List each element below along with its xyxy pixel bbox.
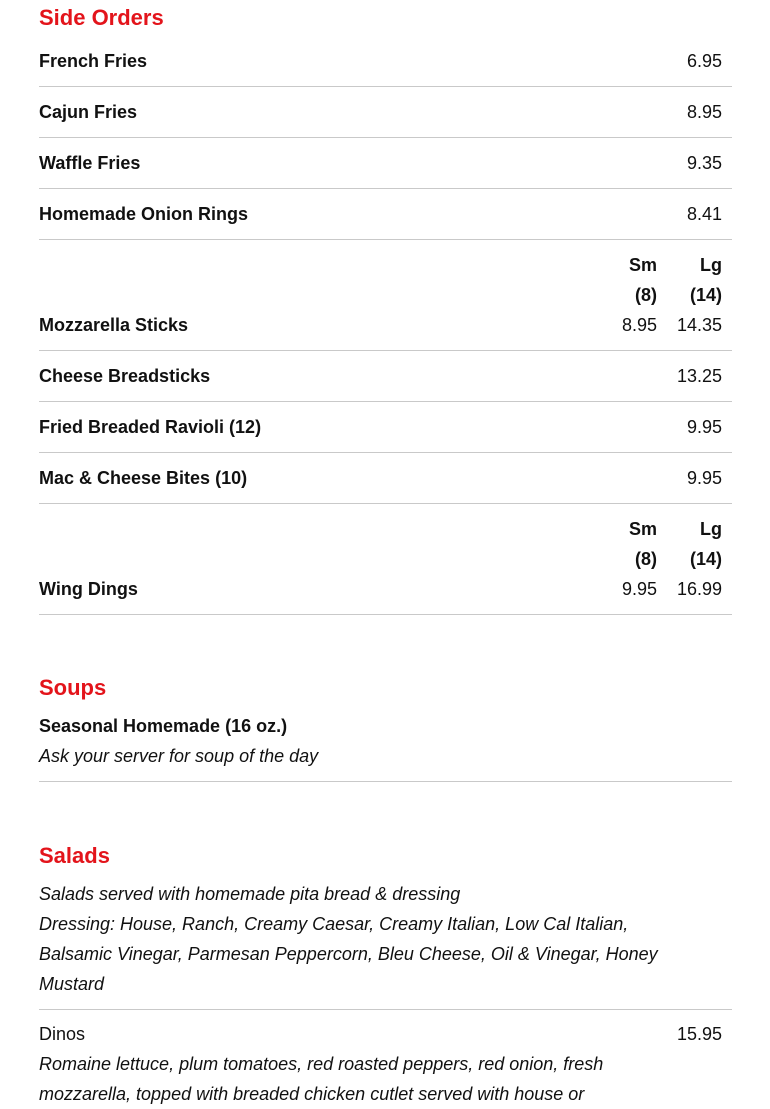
size-price: 8.95 xyxy=(621,315,657,335)
item-name: Seasonal Homemade (16 oz.) xyxy=(39,716,288,736)
menu-item-sized xyxy=(39,240,732,351)
size-large xyxy=(657,250,722,340)
size-price: 16.99 xyxy=(676,579,722,599)
item-description: Romaine lettuce, plum tomatoes, red roasted peppers, red onion, fresh xyxy=(39,1054,604,1074)
intro-line: Dressing: House, Ranch, Creamy Caesar, Creamy Italian, Low Cal Italian, xyxy=(39,914,629,934)
menu-item xyxy=(39,189,732,240)
size-count: (8) xyxy=(635,285,657,305)
menu-item xyxy=(39,87,732,138)
item-price: 13.25 xyxy=(676,366,722,386)
item-name: Cheese Breadsticks xyxy=(39,366,211,386)
menu-item xyxy=(39,402,732,453)
section-title-soups: Soups xyxy=(39,675,107,700)
size-price: 9.95 xyxy=(621,579,657,599)
size-small xyxy=(597,250,657,340)
item-name: French Fries xyxy=(39,51,148,71)
item-name: Waffle Fries xyxy=(39,153,141,173)
intro-line: Mustard xyxy=(39,974,105,994)
item-price: 8.41 xyxy=(686,204,722,224)
menu-item xyxy=(39,1010,732,1109)
item-price: 9.95 xyxy=(686,468,722,488)
menu-item xyxy=(39,703,732,782)
item-price: 15.95 xyxy=(676,1024,722,1044)
section-intro xyxy=(39,871,732,1010)
size-label: Lg xyxy=(700,255,722,275)
size-small xyxy=(597,514,657,604)
menu-item xyxy=(39,351,732,402)
size-label: Sm xyxy=(628,255,657,275)
size-prices xyxy=(597,250,722,340)
item-header xyxy=(39,1019,732,1049)
menu-item xyxy=(39,138,732,189)
item-price: 9.95 xyxy=(686,417,722,437)
size-prices xyxy=(597,514,722,604)
menu-item xyxy=(39,453,732,504)
item-price: 6.95 xyxy=(686,51,722,71)
item-name: Wing Dings xyxy=(39,579,138,599)
menu-item-sized xyxy=(39,504,732,615)
menu-item xyxy=(39,33,732,87)
intro-line: Balsamic Vinegar, Parmesan Peppercorn, Bleu Cheese, Oil & Vinegar, Honey xyxy=(39,944,658,964)
item-price: 9.35 xyxy=(686,153,722,173)
item-price: 8.95 xyxy=(686,102,722,122)
size-large xyxy=(657,514,722,604)
size-count: (14) xyxy=(689,549,722,569)
section-title-salads: Salads xyxy=(39,843,110,868)
section-title-side-orders: Side Orders xyxy=(39,5,164,30)
size-label: Lg xyxy=(700,519,722,539)
item-name: Mozzarella Sticks xyxy=(39,315,189,335)
size-count: (14) xyxy=(689,285,722,305)
item-name: Cajun Fries xyxy=(39,102,138,122)
intro-line: Salads served with homemade pita bread & dressing xyxy=(39,884,461,904)
menu-page xyxy=(39,0,732,1109)
size-label: Sm xyxy=(628,519,657,539)
size-count: (8) xyxy=(635,549,657,569)
item-description: Ask your server for soup of the day xyxy=(39,746,319,766)
size-price: 14.35 xyxy=(676,315,722,335)
item-description: mozzarella, topped with breaded chicken cutlet served with house or xyxy=(39,1084,585,1104)
item-name: Fried Breaded Ravioli (12) xyxy=(39,417,262,437)
item-name: Mac & Cheese Bites (10) xyxy=(39,468,248,488)
item-name: Homemade Onion Rings xyxy=(39,204,249,224)
item-name: Dinos xyxy=(39,1024,86,1044)
